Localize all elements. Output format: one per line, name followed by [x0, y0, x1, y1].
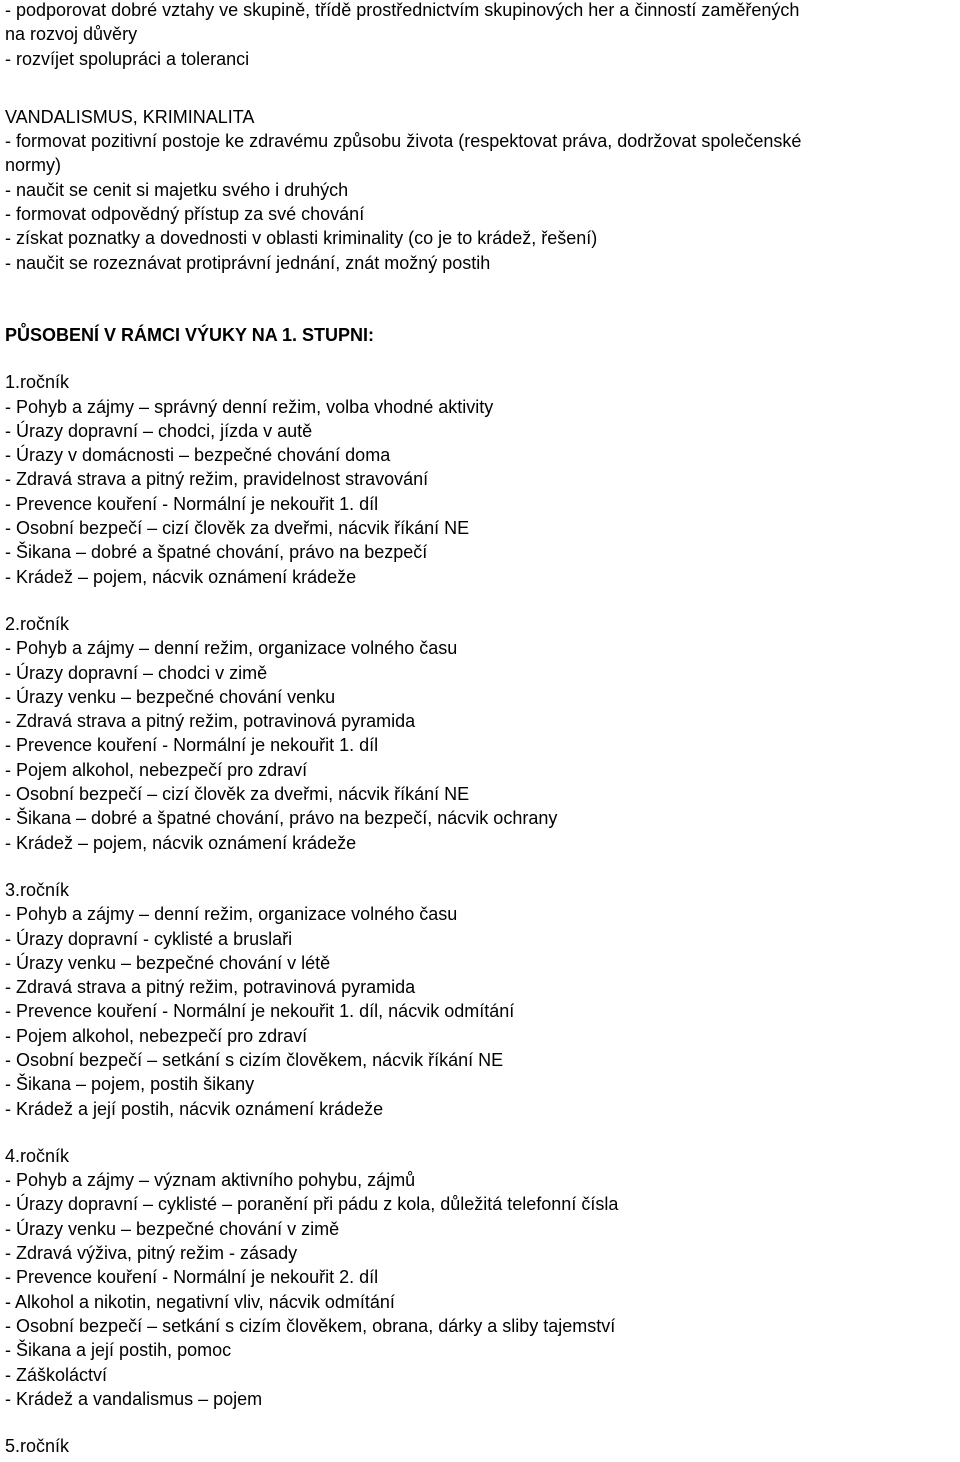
grade-item: - Úrazy venku – bezpečné chování v zimě [5, 1218, 340, 1239]
section-heading-block [5, 323, 960, 347]
vandalism-line: normy) [5, 155, 62, 176]
vandalism-block [5, 105, 960, 275]
intro-line: - rozvíjet spolupráci a toleranci [5, 48, 250, 69]
grade-4-block [5, 1144, 960, 1411]
grade-item: - Šikana – dobré a špatné chování, právo na bezpečí, nácvik ochrany [5, 808, 558, 829]
grade-item: - Pohyb a zájmy – denní režim, organizace volného času [5, 638, 458, 659]
grade-item: - Zdravá výživa, pitný režim - zásady [5, 1243, 298, 1264]
grade-item: - Prevence kouření - Normální je nekouřit 1. díl [5, 493, 379, 514]
grade-title: 2.ročník [5, 613, 70, 634]
grade-item: - Šikana a její postih, pomoc [5, 1340, 232, 1361]
grade-item: - Prevence kouření - Normální je nekouřit 2. díl [5, 1267, 379, 1288]
grade-item: - Pohyb a zájmy – význam aktivního pohybu, zájmů [5, 1170, 416, 1191]
grade-title: 1.ročník [5, 372, 70, 393]
grade-item: - Prevence kouření - Normální je nekouřit 1. díl [5, 735, 379, 756]
grade-item: - Záškoláctví [5, 1364, 108, 1385]
grade-item: - Prevence kouření - Normální je nekouřit 1. díl, nácvik odmítání [5, 1001, 515, 1022]
grade-item: - Šikana – pojem, postih šikany [5, 1074, 255, 1095]
grade-item: - Zdravá strava a pitný režim, pravidelnost stravování [5, 469, 429, 490]
vandalism-line: - naučit se rozeznávat protiprávní jednání, znát možný postih [5, 252, 491, 273]
grade-item: - Osobní bezpečí – cizí člověk za dveřmi, nácvik říkání NE [5, 784, 470, 805]
grade-title: 3.ročník [5, 879, 70, 900]
grade-item: - Osobní bezpečí – cizí člověk za dveřmi, nácvik říkání NE [5, 518, 470, 539]
grade-2-block [5, 612, 960, 855]
grade-item: - Krádež a vandalismus – pojem [5, 1388, 263, 1409]
grade-item: - Úrazy dopravní - cyklisté a bruslaři [5, 928, 293, 949]
intro-line: - podporovat dobré vztahy ve skupině, třídě prostřednictvím skupinových her a činností zaměřených [5, 0, 800, 20]
grade-item: - Alkohol a nikotin, negativní vliv, nácvik odmítání [5, 1291, 395, 1312]
grade-item: - Pohyb a zájmy – denní režim, organizace volného času [5, 904, 458, 925]
grade-item: - Úrazy venku – bezpečné chování venku [5, 686, 336, 707]
grade-item: - Osobní bezpečí – setkání s cizím člověkem, nácvik říkání NE [5, 1049, 504, 1070]
vandalism-heading: VANDALISMUS, KRIMINALITA [5, 106, 255, 127]
section-heading: PŮSOBENÍ V RÁMCI VÝUKY NA 1. STUPNI: [5, 324, 375, 345]
grade-item: - Úrazy dopravní – chodci, jízda v autě [5, 420, 313, 441]
grade-5-block [5, 1434, 960, 1458]
grade-item: - Úrazy dopravní – chodci v zimě [5, 662, 268, 683]
grade-title: 4.ročník [5, 1145, 70, 1166]
grade-item: - Zdravá strava a pitný režim, potravinová pyramida [5, 711, 416, 732]
grade-item: - Pojem alkohol, nebezpečí pro zdraví [5, 1025, 308, 1046]
vandalism-line: - naučit se cenit si majetku svého i druhých [5, 179, 349, 200]
grade-title: 5.ročník [5, 1436, 70, 1457]
vandalism-line: - formovat pozitivní postoje ke zdravému způsobu života (respektovat práva, dodržovat společenské [5, 131, 802, 152]
grade-3-block [5, 878, 960, 1121]
grade-1-block [5, 370, 960, 589]
grade-item: - Šikana – dobré a špatné chování, právo na bezpečí [5, 542, 428, 563]
grade-item: - Zdravá strava a pitný režim, potravinová pyramida [5, 977, 416, 998]
grade-item: - Úrazy dopravní – cyklisté – poranění při pádu z kola, důležitá telefonní čísla [5, 1194, 619, 1215]
grade-item: - Krádež – pojem, nácvik oznámení krádeže [5, 832, 357, 853]
intro-line: na rozvoj důvěry [5, 24, 138, 45]
grade-item: - Úrazy venku – bezpečné chování v létě [5, 952, 331, 973]
intro-block [5, 0, 960, 71]
grade-item: - Pohyb a zájmy – správný denní režim, volba vhodné aktivity [5, 396, 494, 417]
grade-item: - Pojem alkohol, nebezpečí pro zdraví [5, 759, 308, 780]
grade-item: - Osobní bezpečí – setkání s cizím člověkem, obrana, dárky a sliby tajemství [5, 1315, 616, 1336]
vandalism-line: - formovat odpovědný přístup za své chování [5, 204, 365, 225]
grade-item: - Krádež – pojem, nácvik oznámení krádeže [5, 566, 357, 587]
vandalism-line: - získat poznatky a dovednosti v oblasti kriminality (co je to krádež, řešení) [5, 228, 598, 249]
grade-item: - Krádež a její postih, nácvik oznámení krádeže [5, 1098, 384, 1119]
grade-item: - Úrazy v domácnosti – bezpečné chování doma [5, 445, 391, 466]
